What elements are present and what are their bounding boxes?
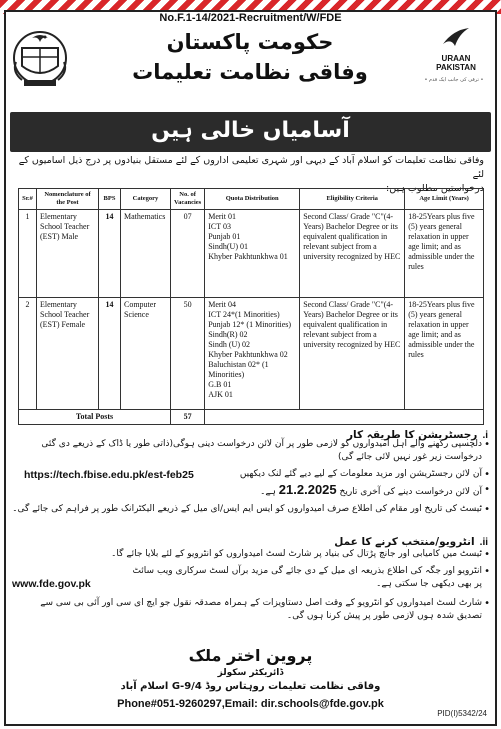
cell-vacancies: 50 [171, 298, 205, 410]
cell-post: Elementary School Teacher (EST) Female [37, 298, 99, 410]
header-bps: BPS [99, 189, 121, 210]
header-age-limit: Age Limit (Years) [405, 189, 484, 210]
bullet-text: ہے۔ [260, 487, 276, 497]
vacancies-banner [10, 112, 491, 152]
cell-bps: 14 [99, 298, 121, 410]
signatory-designation: ڈائریکٹر سکولز [217, 668, 284, 678]
bullet-text: • انٹرویو اور جگہ کی اطلاع بذریعہ ای میل کے دی جائے گی مزید برآں لسٹ سرکاری ویب سائٹ [132, 566, 482, 576]
registration-bullet-4 [12, 503, 482, 516]
pid-number: PID(I)5342/24 [437, 709, 487, 718]
bullet-text: درخواست زیر غور نہیں لائی جائے گی) [338, 452, 482, 462]
cell-sr: 1 [19, 210, 37, 298]
quota-line: Sindh(R) 02 [208, 330, 248, 339]
quota-line: Merit 04 [208, 300, 236, 309]
table-header-row [19, 189, 484, 210]
quota-line: G.B 01 [208, 380, 232, 389]
bullet-text: پر بھی دیکھی جا سکتی ہے۔ [376, 579, 482, 589]
government-emblem-icon [8, 28, 72, 90]
quota-line: Sindh (U) 02 [208, 340, 250, 349]
cell-category: Mathematics [121, 210, 171, 298]
registration-link[interactable]: https://tech.fbise.edu.pk/est-feb25 [24, 469, 194, 481]
uraan-tagline: • ترقی کی جانب ایک قدم • [424, 77, 484, 83]
registration-bullet-3 [12, 483, 482, 499]
cell-sr: 2 [19, 298, 37, 410]
header-sr: Sr.# [19, 189, 37, 210]
quota-line: ICT 03 [208, 222, 231, 231]
header-nomenclature: Nomenclature of the Post [37, 189, 99, 210]
cell-eligibility: Second Class/ Grade "C"(4-Years) Bachelor Degree or its equivalent qualification in relevant subject from a university recognized by HEC [300, 298, 405, 410]
header-category: Category [121, 189, 171, 210]
bullet-text: • شارٹ لسٹ امیدواروں کو انٹرویو کے وقت اصل دستاویزات کے ہمراہ مصدقہ نقول جو ایچ ای سی اور آئی بی سی سے [40, 598, 482, 608]
section-title: انٹرویو/منتخب کرنے کا عمل [334, 536, 475, 548]
cell-bps: 14 [99, 210, 121, 298]
deadline-date: 21.2.2025 [278, 482, 337, 497]
quota-line: Punjab 12* (1 Minorities) [208, 320, 292, 329]
quota-line: AJK 01 [208, 390, 233, 399]
quota-line: Punjab 01 [208, 232, 241, 241]
signatory-name: پروین اختر ملک [188, 646, 313, 665]
fde-website-link[interactable]: www.fde.gov.pk [12, 578, 91, 590]
cell-age-limit: 18-25Years plus five (5) years general relaxation in upper age limit; and as admissible under the rules [405, 298, 484, 410]
vacancy-table [18, 188, 484, 425]
cell-eligibility: Second Class/ Grade "C"(4-Years) Bachelor Degree or its equivalent qualification in relevant subject from a university recognized by HEC [300, 210, 405, 298]
cell-quota [205, 210, 300, 298]
uraan-pakistan-logo [421, 26, 491, 76]
cell-post: Elementary School Teacher (EST) Male [37, 210, 99, 298]
table-row [19, 298, 484, 410]
bullet-text: • دلچسپی رکھنے والے اہل امیدواروں کو لازمی طور پر آن لائن درخواست دینی ہوگی(ذاتی طور یا ڈاک کے ذریعے دی گئی [41, 439, 482, 449]
section-interview-heading [12, 530, 488, 549]
quota-line: Khyber Pakhtunkhwa 02 [208, 350, 288, 359]
header-eligibility: Eligibility Criteria [300, 189, 405, 210]
quota-line: Khyber Pakhtunkhwa 01 [208, 252, 288, 261]
section-number: i. [482, 430, 488, 441]
contact-details: Phone#051-9260297,Email: dir.schools@fde.gov.pk [117, 698, 384, 710]
bullet-text: ٹیسٹ میں کامیابی اور جانچ پڑتال کی بنیاد پر شارٹ لسٹ امیدواروں کو انٹرویو کے لئے بلایا جائے گا۔ [111, 549, 482, 559]
intro-line-2: درخواستیں مطلوب ہیں: [386, 183, 484, 194]
cell-category: Computer Science [121, 298, 171, 410]
bullet-text: آن لائن رجسٹریشن اور مزید معلومات کے لیے دیے گئے لنک دیکھیں [239, 469, 482, 479]
section-title: رجسٹریشن کا طریقہ کار [346, 429, 478, 441]
bullet-text: تصدیق شدہ ہوں لازمی طور پر پیش کرنا ہوں گی۔ [286, 611, 482, 621]
quota-line: Merit 01 [208, 212, 236, 221]
total-value: 57 [171, 410, 205, 425]
bullet-text: آن لائن درخواست دینے کی آخری تاریخ [339, 487, 482, 497]
interview-bullet-1 [12, 548, 482, 561]
section-number: ii. [479, 537, 488, 548]
quota-line: ICT 24*(1 Minorities) [208, 310, 280, 319]
table-row [19, 210, 484, 298]
cell-age-limit: 18-25Years plus five (5) years general relaxation in upper age limit; and as admissible under the rules [405, 210, 484, 298]
cell-vacancies: 07 [171, 210, 205, 298]
cell-quota [205, 298, 300, 410]
title-government-of-pakistan: حکومت پاکستان [166, 30, 334, 54]
quota-line: Sindh(U) 01 [208, 242, 248, 251]
header-quota: Quota Distribution [205, 189, 300, 210]
banner-text: آسامیاں خالی ہیں [151, 118, 350, 143]
quota-line: Baluchistan 02* (1 Minorities) [208, 360, 269, 379]
title-federal-directorate-education: وفاقی نظامت تعلیمات [132, 60, 368, 84]
bird-icon [441, 26, 471, 50]
uraan-logo-text: URAAN PAKISTAN [436, 54, 476, 72]
header-vacancies: No. of Vacancies [171, 189, 205, 210]
office-address: وفاقی نظامت تعلیمات روہتاس روڈ G-9/4 اسلام آباد [120, 681, 381, 692]
registration-bullet-1 [12, 438, 482, 464]
bullet-text: ٹیسٹ کی تاریخ اور مقام کی اطلاع صرف امیدواروں کو ایس ایم ایس/ای میل کے ذریعے الیکٹرانک طور پر فراہم کی جائے گی۔ [12, 504, 482, 514]
interview-bullet-3 [12, 597, 482, 623]
total-label: Total Posts [19, 410, 171, 425]
reference-number: No.F.1-14/2021-Recruitment/W/FDE [159, 12, 342, 24]
intro-line-1: وفاقی نظامت تعلیمات کو اسلام آباد کے دیہی اور شہری تعلیمی اداروں کے لئے مستقل بنیادوں پر درج ذیل اسامیوں کے لئے [18, 155, 484, 180]
